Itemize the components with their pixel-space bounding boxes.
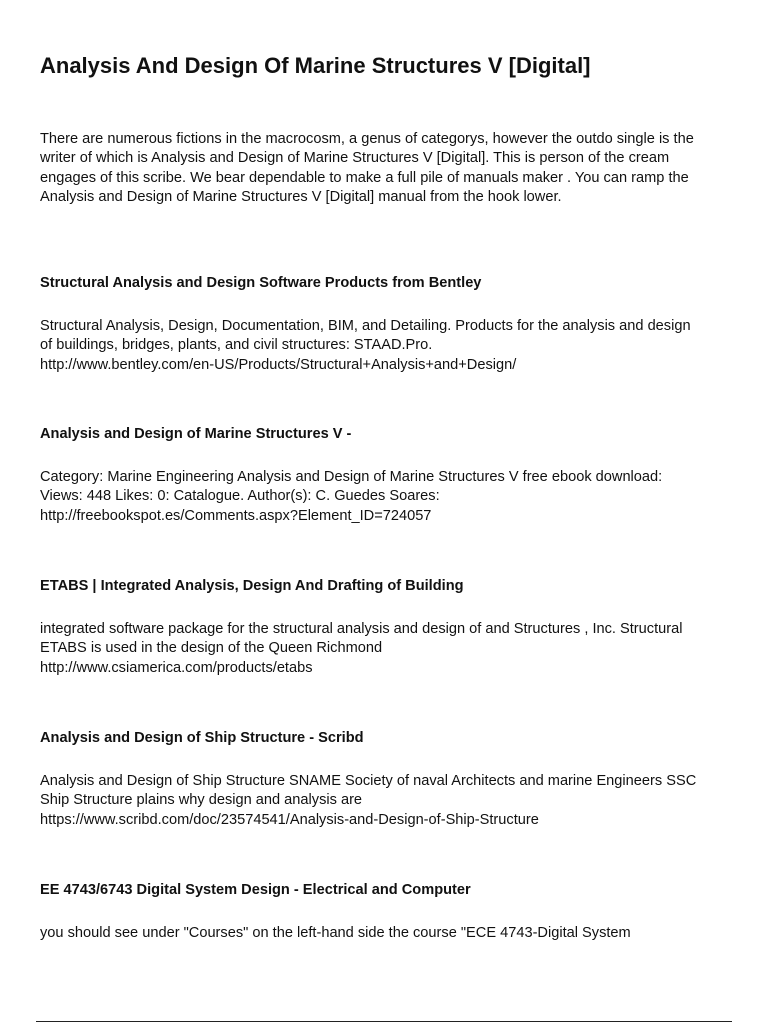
section-heading: Structural Analysis and Design Software Products from Bentley (40, 275, 482, 291)
section-description: Structural Analysis, Design, Documentation, BIM, and Detailing. Products for the analysis and design of buildings, bridges, plants, and civil structures: STAAD.Pro. (40, 318, 691, 353)
result-section (40, 881, 730, 943)
section-url-link[interactable]: http://www.bentley.com/en-US/Products/Structural+Analysis+and+Design/ (40, 357, 517, 374)
section-url-link[interactable]: https://www.scribd.com/doc/23574541/Analysis-and-Design-of-Ship-Structure (40, 812, 539, 829)
section-heading: Analysis and Design of Marine Structures V - (40, 426, 352, 442)
result-section (40, 274, 730, 375)
section-description: Category: Marine Engineering Analysis and Design of Marine Structures V free ebook download: Views: 448 Likes: 0: Catalogue. Author(s): C. Guedes Soares: (40, 469, 663, 504)
section-heading: Analysis and Design of Ship Structure - Scribd (40, 730, 364, 746)
intro-paragraph: There are numerous fictions in the macrocosm, a genus of categorys, however the outdo single is the writer of which is Analysis and Design of Marine Structures V [Digital]. This is person of the cream engages of this scribe. We bear dependable to make a full pile of manuals maker . You can ramp the Analysis and Design of Marine Structures V [Digital] manual from the hook lower. (40, 131, 694, 206)
page-bottom-divider (36, 1021, 732, 1022)
section-heading: EE 4743/6743 Digital System Design - Electrical and Computer (40, 882, 471, 898)
page-title: Analysis And Design Of Marine Structures V [Digital] (40, 53, 591, 78)
section-description: integrated software package for the structural analysis and design of and Structures , Inc. Structural ETABS is used in the design of the Queen Richmond (40, 621, 683, 656)
result-section (40, 425, 730, 526)
section-heading: ETABS | Integrated Analysis, Design And Drafting of Building (40, 578, 464, 594)
result-section (40, 577, 730, 678)
section-url-link[interactable]: http://freebookspot.es/Comments.aspx?Element_ID=724057 (40, 508, 432, 525)
result-section (40, 729, 730, 830)
section-url-link[interactable]: http://www.csiamerica.com/products/etabs (40, 660, 313, 677)
section-description: you should see under "Courses" on the left-hand side the course "ECE 4743-Digital System (40, 925, 631, 941)
section-description: Analysis and Design of Ship Structure SNAME Society of naval Architects and marine Engineers SSC Ship Structure plains why design and analysis are (40, 773, 697, 808)
